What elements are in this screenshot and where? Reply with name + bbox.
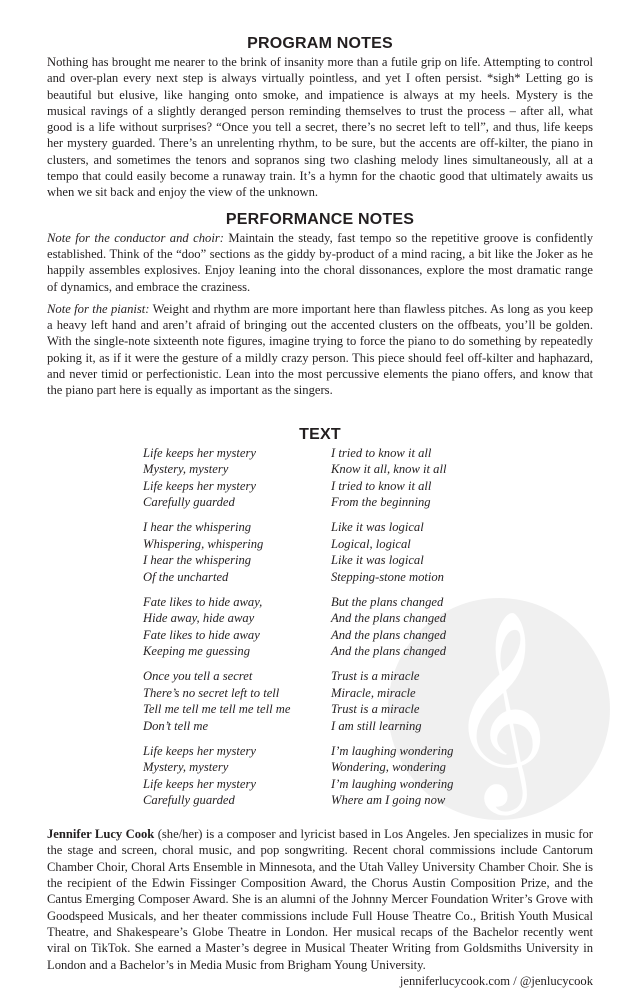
lyric-line: Life keeps her mystery [143,743,256,758]
lyric-line: Fate likes to hide away, [143,594,263,609]
stanza [143,668,331,734]
lyrics-left-column [143,445,331,818]
lyric-line: I tried to know it all [331,445,432,460]
lyric-line: I am still learning [331,718,422,733]
stanza [143,519,331,585]
stanza [143,445,331,511]
conductor-note [47,230,593,295]
lyric-line: Life keeps her mystery [143,445,256,460]
lyric-line: Like it was logical [331,520,424,535]
lyric-line: Where am I going now [331,793,446,808]
lyric-line: Know it all, know it all [331,462,447,477]
lyric-line: Once you tell a secret [143,669,253,684]
pianist-note-body: Weight and rhythm are more important here than flawless pitches. As long as you keep a heavy left hand and aren’t afraid of bringing out the accented clusters on the offbeats, you’ll be golden. With the single-note sixteenth note figures, imagine trying to force the piano to do something by repeatedly poking it, as if it were the gesture of a mildly crazy person. This piece should feel off-kilter and haphazard, and never timid or perfectionistic. Lean into the most percussive elements the piano offers, and know that the piano part here is equally as important as the singers. [47,301,594,398]
lyric-line: And the plans changed [331,627,447,642]
lyric-line: From the beginning [331,495,431,510]
stanza [143,594,331,660]
lyric-line: Whispering, whispering [143,536,264,551]
lyric-line: And the plans changed [331,644,447,659]
stanza [331,519,519,585]
lyric-line: Hide away, hide away [143,611,255,626]
lyric-line: Trust is a miracle [331,669,420,684]
lyric-line: Logical, logical [331,536,411,551]
composer-bio [47,826,593,988]
lyric-line: Carefully guarded [143,495,235,510]
stanza [331,445,519,511]
program-notes-heading: PROGRAM NOTES [247,35,393,52]
lyric-line: Like it was logical [331,553,424,568]
lyric-line: Wondering, wondering [331,760,446,775]
conductor-note-label: Note for the conductor and choir: [47,230,224,245]
program-notes-body: Nothing has brought me nearer to the brink of insanity more than a futile grip on life. Attempting to control and over-plan every next step is always virtually pointless, and yet I often persist. *sigh* Letting go is beautiful but elusive, like hanging onto smoke, and impatience is always at my heels. Mystery is the musical ravings of a slightly deranged person reminding themselves to trust the process – after all, what good is a life without surprises? “Once you tell a secret, there’s no secret left to tell”, and thus, life keeps her mystery guarded. There’s an unrelenting rhythm, to be sure, but the accents are off-kilter, the piano in clusters, and sometimes the tenors and sopranos sing two clashing melody lines simultaneously, all at a tempo that could easily become a runaway train. It’s a hymn for the chaotic good that ultimately awaits us when we sit back and enjoy the view of the unknown. [47,55,593,200]
lyric-line: Stepping-stone motion [331,569,444,584]
stanza [331,668,519,734]
stanza [143,743,331,809]
lyric-line: But the plans changed [331,594,444,609]
performance-notes-heading: PERFORMANCE NOTES [225,210,415,228]
pianist-note [47,301,593,399]
lyric-line: There’s no secret left to tell [143,685,280,700]
composer-name: Jennifer Lucy Cook [47,827,155,842]
lyric-line: I tried to know it all [331,478,432,493]
lyric-line: Mystery, mystery [143,760,229,775]
lyrics [143,445,593,818]
lyrics-right-column [331,445,519,818]
bio-body: (she/her) is a composer and lyricist based in Los Angeles. Jen specializes in music for the stage and screen, choral music, and pop songwriting. Recent choral commissions include Cantorum Chamber Choir, Choral Arts Ensemble in Minnesota, and the Utah Valley University Chamber Choir. She is the recipient of the Edwin Fissinger Composition Award, the Chorus Austin Composition Prize, and the Cantus Emerging Composer Award. She is an alumni of the Johnny Mercer Foundation Writer’s Grove with Goodspeed Musicals, and her theater commissions include Full House Theatre Co., British Youth Musical Theatre, and Shakespeare’s Globe Theatre in London. Her musical recaps of the Bachelor recently went viral on TikTok. She earned a Master’s degree in Musical Theater Writing from Goldsmiths University in London and a Bachelor’s in Media Music from Brigham Young University. [47,827,593,972]
lyric-line: Life keeps her mystery [143,478,256,493]
stanza [331,743,519,809]
stanza [331,594,519,660]
lyric-line: Mystery, mystery [143,462,229,477]
pianist-note-label: Note for the pianist: [47,301,150,316]
lyric-line: And the plans changed [331,611,447,626]
treble-clef-icon: 𝄞 [448,609,549,807]
lyric-line: Keeping me guessing [143,644,251,659]
lyric-line: Miracle, miracle [331,685,416,700]
text-heading: TEXT [299,425,341,443]
composer-links: jenniferlucycook.com / @jenlucycook [399,973,593,988]
lyric-line: Tell me tell me tell me tell me [143,702,291,717]
lyric-line: Fate likes to hide away [143,627,260,642]
lyric-line: Trust is a miracle [331,702,420,717]
lyric-line: Carefully guarded [143,793,235,808]
document-page [47,34,594,988]
lyric-line: Of the uncharted [143,569,229,584]
lyric-line: I’m laughing wondering [331,776,454,791]
lyric-line: Life keeps her mystery [143,776,256,791]
lyric-line: I’m laughing wondering [331,743,454,758]
lyric-line: I hear the whispering [143,553,252,568]
conductor-note-body: Maintain the steady, fast tempo so the repetitive groove is confidently established. Think of the “doo” sections as the giddy by-product of a mind racing, a bit like the Joker as he happily assembles explosives. Enjoy leaning into the choral dissonances, explore the most dramatic range of dynamics, and embrace the craziness. [47,230,593,294]
lyric-line: I hear the whispering [143,520,252,535]
lyric-line: Don’t tell me [143,718,209,733]
